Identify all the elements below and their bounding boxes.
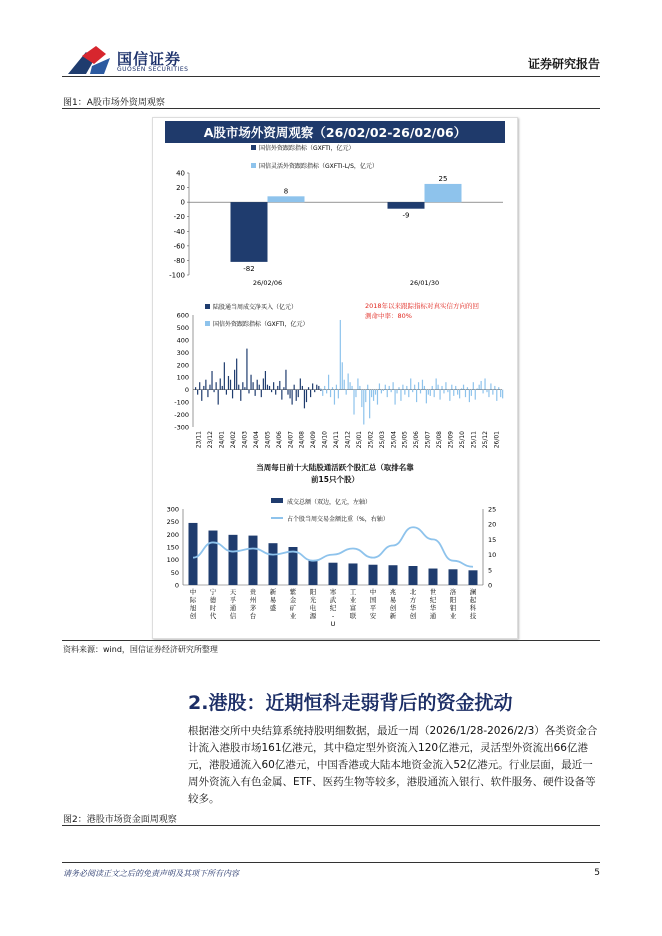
chart2-gxfti-bar [486, 390, 487, 392]
chart1-bar [388, 202, 425, 209]
chart3-left-tick: 300 [166, 505, 179, 514]
chart2-gxfti-bar [328, 375, 329, 390]
chart2-gxfti-bar [373, 390, 374, 401]
chart2-annotation: 2018年以来跟踪指标对真实信方向的回测命中率：80% [365, 302, 480, 320]
chart1-y-tick: -60 [173, 242, 185, 251]
chart2-gxfti-bar [396, 390, 397, 394]
chart2-gxfti-bar [447, 390, 448, 392]
chart2-x-tick: 24/07 [287, 431, 295, 449]
chart2-northbound-bar [318, 386, 319, 390]
chart2-gxfti-bar [338, 390, 339, 399]
chart2-gxfti-bar [438, 385, 439, 390]
chart2-gxfti-bar [400, 390, 401, 401]
chart2-northbound-bar [269, 386, 270, 390]
chart2-y-tick: 600 [176, 311, 189, 320]
chart1-y-tick: -100 [169, 271, 185, 280]
chart2-northbound-bar [252, 382, 253, 389]
chart2-gxfti-bar [398, 387, 399, 389]
chart2-northbound-bar [320, 390, 321, 391]
chart3-bar [209, 531, 218, 585]
chart2-gxfti-bar [404, 390, 405, 395]
chart1-data-label: -82 [243, 264, 255, 273]
footer-disclaimer: 请务必阅读正文之后的免责声明及其项下所有内容 [63, 869, 239, 878]
chart2-northbound-bar [271, 390, 272, 392]
chart2-gxfti-bar [369, 390, 370, 419]
chart2-gxfti-bar [418, 382, 419, 389]
brand-name-en: GUOSEN SECURITIES [117, 66, 189, 73]
chart2-northbound-bar [201, 390, 202, 401]
chart2-northbound-bar [218, 390, 219, 405]
chart1-legend-swatch-1 [251, 145, 256, 150]
figure-1-bottom-rule [62, 640, 600, 641]
chart2-x-tick: 24/08 [298, 431, 306, 449]
chart2-x-tick: 24/02 [230, 431, 238, 449]
chart2-gxfti-bar [434, 390, 435, 397]
chart2-northbound-bar [277, 386, 278, 390]
chart2-northbound-bar [209, 385, 210, 390]
chart1-y-tick: 20 [176, 184, 185, 193]
chart2-northbound-bar [263, 378, 264, 389]
chart2-northbound-bar [248, 390, 249, 394]
chart2-gxfti-bar [393, 382, 394, 389]
chart3-x-label: 天孚通信 [229, 588, 237, 620]
chart2-gxfti-bar [469, 390, 470, 402]
chart2-gxfti-bar [334, 390, 335, 405]
chart1-bar [425, 184, 462, 202]
chart2-x-tick: 26/01 [493, 431, 501, 449]
chart2-x-tick: 25/11 [470, 431, 478, 449]
chart2-legend-2: 国信外资跟踪指标（GXFTI，亿元） [213, 321, 309, 328]
chart2-gxfti-bar [355, 390, 356, 397]
chart2-northbound-bar [250, 375, 251, 390]
chart2-gxfti-bar [385, 385, 386, 390]
chart3-plot [167, 506, 497, 629]
chart2-gxfti-bar [344, 380, 345, 390]
chart2-northbound-bar [224, 362, 225, 389]
chart2-x-tick: 24/12 [344, 431, 352, 449]
chart2-gxfti-bar [494, 386, 495, 390]
chart3-right-tick: 25 [488, 505, 497, 514]
chart1-y-tick: -20 [173, 213, 185, 222]
figure-1-top-rule [62, 108, 600, 109]
chart2-gxfti-bar [436, 378, 437, 389]
figure-1 [152, 117, 518, 639]
chart2-northbound-bar [216, 382, 217, 389]
chart2-northbound-bar [289, 390, 290, 399]
guosen-logo-icon [66, 46, 112, 76]
chart2-gxfti-bar [455, 386, 456, 390]
chart3-x-label: 宁德时代 [209, 588, 217, 620]
chart2-northbound-bar [273, 382, 274, 389]
chart3-bar [189, 523, 198, 585]
chart2-gxfti-bar [482, 390, 483, 394]
chart3-right-tick: 15 [488, 535, 497, 544]
chart2-x-tick: 23/12 [207, 431, 215, 449]
chart2-northbound-bar [244, 387, 245, 389]
chart2-gxfti-bar [416, 390, 417, 402]
chart2-gxfti-bar [457, 390, 458, 395]
chart2-northbound-bar [314, 390, 315, 392]
chart2-northbound-bar [283, 387, 284, 389]
chart2-northbound-bar [302, 386, 303, 390]
chart3-title: 当周每日前十大陆股通活跃个股汇总（取排名靠前15只个股） [256, 463, 414, 484]
chart2-northbound-bar [294, 385, 295, 390]
chart3-left-tick: 0 [174, 581, 179, 590]
chart2-gxfti-bar [371, 390, 372, 397]
chart2-northbound-bar [257, 380, 258, 390]
chart2-plot [174, 312, 503, 449]
chart2-y-tick: 0 [184, 386, 189, 395]
chart2-gxfti-bar [353, 390, 354, 415]
chart2-gxfti-bar [502, 390, 503, 399]
chart2-gxfti-bar [387, 390, 388, 397]
chart2-legend-1: 陆股通当周成交净买入（亿元） [213, 304, 298, 311]
chart3-bar [309, 560, 318, 585]
chart2-x-tick: 23/11 [195, 431, 203, 449]
chart2-gxfti-bar [484, 378, 485, 389]
chart3-right-tick: 20 [488, 520, 497, 529]
chart3-bar [349, 563, 358, 585]
chart2-gxfti-bar [481, 381, 482, 390]
chart2-northbound-bar [207, 390, 208, 397]
chart2-gxfti-bar [432, 386, 433, 390]
chart3-left-tick: 100 [166, 556, 179, 565]
chart2-northbound-bar [213, 390, 214, 392]
chart2-northbound-bar [312, 383, 313, 389]
chart2-x-tick: 25/01 [355, 431, 363, 449]
chart3-x-label: 中国平安 [369, 588, 377, 620]
chart2-northbound-bar [267, 385, 268, 390]
chart2-gxfti-bar [363, 390, 364, 425]
chart3-bar [389, 565, 398, 585]
figure-1-svg [153, 118, 517, 638]
chart1-legend-swatch-2 [251, 163, 256, 168]
chart2-northbound-bar [211, 371, 212, 390]
chart2-gxfti-bar [488, 390, 489, 397]
chart2-y-tick: 200 [176, 361, 189, 370]
chart2-gxfti-bar [449, 390, 450, 401]
chart2-gxfti-bar [381, 390, 382, 394]
chart2-gxfti-bar [428, 390, 429, 395]
chart2-northbound-bar [222, 386, 223, 390]
chart3-bar [249, 536, 258, 585]
chart1-legend-2: 国信灵活外资跟踪指标（GXFTI-L/S，亿元） [259, 163, 378, 170]
chart2-gxfti-bar [342, 362, 343, 389]
chart1-x-label: 26/02/06 [252, 279, 283, 287]
chart2-northbound-bar [195, 387, 196, 389]
chart2-x-tick: 24/06 [275, 431, 283, 449]
chart2-x-tick: 25/06 [413, 431, 421, 449]
chart2-northbound-bar [238, 385, 239, 390]
chart1-bar [231, 202, 268, 262]
chart1-y-tick: -80 [173, 256, 185, 265]
chart2-y-tick: -100 [174, 398, 189, 407]
chart2-gxfti-bar [422, 380, 423, 390]
chart2-northbound-bar [261, 390, 262, 397]
section-paragraph: 根据港交所中央结算系统持股明细数据，最近一周（2026/1/28-2026/2/3）各类资金合计流入港股市场161亿港元，其中稳定型外资流入120亿港元，灵活型外资流出66亿港元，港股通流入60亿港元，中国香港或大陆本地资金流入52亿港元。行业层面，最近一周外资流入有色金属、ETF、医药生物等较多，港股通流入银行、软件服务、硬件设备等较多。 [188, 725, 598, 805]
chart2-gxfti-bar [324, 386, 325, 390]
chart2-gxfti-bar [359, 386, 360, 390]
chart3-x-label: 新易盛 [269, 588, 277, 612]
chart2-x-tick: 25/05 [401, 431, 409, 449]
chart2-legend-swatch-2 [205, 321, 210, 326]
chart2-northbound-bar [234, 370, 235, 390]
chart1-data-label: 8 [283, 187, 289, 196]
chart2-gxfti-bar [394, 390, 395, 405]
chart2-northbound-bar [203, 386, 204, 390]
chart2-gxfti-bar [340, 320, 341, 390]
chart2-x-tick: 25/12 [481, 431, 489, 449]
chart2-x-tick: 24/03 [241, 431, 249, 449]
chart2-gxfti-bar [402, 385, 403, 390]
chart3-left-tick: 150 [166, 543, 179, 552]
chart2-x-tick: 24/04 [252, 431, 260, 449]
chart2-x-tick: 24/05 [264, 431, 272, 449]
chart3-x-label: 寒武纪-U [329, 588, 337, 628]
chart3-bar [449, 569, 458, 585]
report-type: 证券研究报告 [527, 57, 600, 71]
chart2-northbound-bar [220, 378, 221, 389]
chart2-y-tick: -300 [174, 423, 189, 432]
chart2-northbound-bar [265, 371, 266, 390]
chart3-left-tick: 250 [166, 518, 179, 527]
chart2-gxfti-bar [367, 385, 368, 390]
chart2-annotation-box [365, 301, 481, 325]
chart2-northbound-bar [281, 390, 282, 400]
chart2-x-tick: 24/01 [218, 431, 226, 449]
chart2-gxfti-bar [377, 390, 378, 405]
chart2-northbound-bar [205, 380, 206, 390]
chart2-northbound-bar [287, 390, 288, 395]
chart1-data-label: -9 [402, 211, 410, 220]
chart2-gxfti-bar [350, 382, 351, 389]
chart3-title-box [255, 462, 415, 490]
chart2-northbound-bar [236, 359, 237, 390]
chart2-x-tick: 25/08 [436, 431, 444, 449]
chart2-gxfti-bar [467, 387, 468, 389]
chart2-gxfti-bar [332, 387, 333, 389]
chart2-gxfti-bar [445, 382, 446, 389]
chart2-gxfti-bar [383, 390, 384, 391]
chart3-right-tick: 0 [488, 581, 493, 590]
chart2-gxfti-bar [473, 382, 474, 389]
chart2-gxfti-bar [346, 390, 347, 395]
chart1-y-tick: 0 [180, 198, 185, 207]
chart2-gxfti-bar [465, 390, 466, 397]
chart2-gxfti-bar [326, 390, 327, 394]
chart2-gxfti-bar [463, 385, 464, 390]
header-divider [62, 76, 600, 77]
chart2-gxfti-bar [430, 390, 431, 396]
chart3-legend-1: 成交总额（双边，亿元，左轴） [287, 499, 372, 506]
chart2-northbound-bar [316, 385, 317, 390]
section-title: 2.港股：近期恒科走弱背后的资金扰动 [188, 692, 513, 714]
chart3-x-label: 紫金矿业 [289, 588, 297, 620]
chart2-northbound-bar [228, 376, 229, 390]
chart3-x-label: 北方华创 [409, 588, 417, 620]
chart2-northbound-bar [310, 390, 311, 397]
chart3-x-label: 阳光电源 [309, 588, 317, 620]
chart2-gxfti-bar [439, 390, 440, 400]
chart2-northbound-bar [226, 390, 227, 395]
chart3-bar [409, 566, 418, 585]
figure-2-caption: 图2：港股市场资金面周观察 [63, 815, 177, 825]
chart2-gxfti-bar [336, 385, 337, 390]
chart1-y-tick: -40 [173, 227, 185, 236]
chart2-gxfti-bar [453, 390, 454, 396]
chart1-plot [169, 170, 503, 288]
chart2-gxfti-bar [330, 390, 331, 397]
chart2-gxfti-bar [410, 378, 411, 389]
chart2-gxfti-bar [424, 386, 425, 390]
page-number: 5 [594, 868, 600, 878]
chart3-right-tick: 5 [488, 566, 493, 575]
chart2-gxfti-bar [361, 390, 362, 407]
chart2-northbound-bar [197, 390, 198, 395]
chart3-legend-2: 占个股当周交易金额比重（%，右轴） [287, 516, 389, 523]
chart2-x-tick: 25/10 [458, 431, 466, 449]
chart2-gxfti-bar [420, 390, 421, 394]
chart2-northbound-bar [240, 390, 241, 401]
chart2-northbound-bar [242, 382, 243, 389]
brand-name: 国信证券 [117, 50, 182, 68]
chart3-bar [229, 535, 238, 585]
chart2-x-tick: 25/04 [390, 431, 398, 449]
chart1-y-tick: 40 [176, 169, 185, 178]
chart2-gxfti-bar [320, 388, 321, 389]
chart2-gxfti-bar [490, 383, 491, 389]
chart2-y-tick: 300 [176, 348, 189, 357]
chart2-gxfti-bar [414, 385, 415, 390]
chart3-x-label: 贵州茅台 [249, 588, 257, 620]
chart2-gxfti-bar [471, 390, 472, 396]
chart2-northbound-bar [275, 390, 276, 395]
chart1-title: A股市场外资周观察（26/02/02-26/02/06） [203, 125, 467, 140]
chart2-gxfti-bar [322, 390, 323, 396]
figure-1-source: 资料来源：wind，国信证券经济研究所整理 [63, 645, 218, 654]
chart2-northbound-bar [246, 349, 247, 390]
chart1-bar [268, 196, 305, 202]
chart2-gxfti-bar [498, 387, 499, 389]
chart3-x-label: 洛阳钼业 [449, 588, 457, 620]
chart2-northbound-bar [285, 370, 286, 390]
chart2-x-tick: 25/02 [367, 431, 375, 449]
chart2-northbound-bar [279, 381, 280, 390]
chart2-gxfti-bar [379, 383, 380, 389]
chart3-x-label: 中际旭创 [189, 588, 197, 620]
chart3-bar [469, 570, 478, 585]
chart2-gxfti-bar [441, 386, 442, 390]
chart2-gxfti-bar [412, 390, 413, 392]
chart2-gxfti-bar [479, 385, 480, 390]
chart2-northbound-bar [199, 382, 200, 389]
chart2-gxfti-bar [451, 385, 452, 390]
chart2-y-tick: 400 [176, 336, 189, 345]
chart2-gxfti-bar [496, 390, 497, 401]
chart2-gxfti-bar [477, 388, 478, 389]
chart2-gxfti-bar [492, 390, 493, 395]
figure-2-top-rule [62, 825, 600, 826]
chart2-gxfti-bar [475, 390, 476, 400]
chart3-bar [369, 565, 378, 585]
chart2-x-tick: 24/10 [321, 431, 329, 449]
chart3-legend-swatch-1 [271, 498, 283, 503]
chart3-left-tick: 200 [166, 530, 179, 539]
chart3-x-label: 世纪华通 [429, 588, 437, 620]
chart3-x-label: 澜起科技 [469, 588, 477, 620]
chart2-northbound-bar [230, 380, 231, 390]
chart2-gxfti-bar [365, 390, 366, 402]
chart3-right-tick: 10 [488, 551, 497, 560]
chart1-data-label: 25 [438, 174, 448, 183]
chart2-x-tick: 24/11 [333, 431, 341, 449]
chart2-northbound-bar [296, 390, 297, 401]
chart2-northbound-bar [308, 387, 309, 389]
chart2-gxfti-bar [357, 378, 358, 389]
chart3-left-tick: 50 [170, 568, 179, 577]
chart2-gxfti-bar [500, 390, 501, 397]
chart2-gxfti-bar [408, 390, 409, 397]
chart2-northbound-bar [292, 390, 293, 405]
chart1-legend-1: 国信外资跟踪指标（GXFTI，亿元） [259, 145, 355, 152]
chart2-legend-swatch-1 [205, 304, 210, 309]
chart2-gxfti-bar [389, 386, 390, 390]
chart2-gxfti-bar [406, 386, 407, 390]
chart2-gxfti-bar [351, 386, 352, 390]
chart2-x-tick: 24/09 [310, 431, 318, 449]
footer-divider [62, 862, 600, 863]
chart3-x-label: 工业富联 [349, 588, 357, 620]
chart2-gxfti-bar [426, 390, 427, 404]
chart3-bar [429, 569, 438, 585]
chart3-bar [269, 543, 278, 585]
chart2-x-tick: 25/09 [447, 431, 455, 449]
chart2-y-tick: 100 [176, 373, 189, 382]
chart3-x-label: 兆易创新 [389, 588, 397, 620]
chart2-x-tick: 25/07 [424, 431, 432, 449]
chart1-x-label: 26/01/30 [409, 279, 440, 287]
chart2-northbound-bar [255, 390, 256, 396]
chart2-y-tick: 500 [176, 323, 189, 332]
chart2-x-tick: 25/03 [378, 431, 386, 449]
chart2-gxfti-bar [459, 390, 460, 399]
chart2-gxfti-bar [443, 390, 444, 394]
chart2-northbound-bar [232, 390, 233, 399]
chart2-gxfti-bar [375, 390, 376, 395]
chart2-y-tick: -200 [174, 411, 189, 420]
chart2-northbound-bar [298, 390, 299, 397]
chart2-northbound-bar [306, 390, 307, 402]
figure-1-caption: 图1：A股市场外资周观察 [63, 98, 165, 108]
chart2-gxfti-bar [461, 388, 462, 389]
chart2-gxfti-bar [348, 373, 349, 389]
chart3-bar [329, 563, 338, 585]
chart2-northbound-bar [259, 385, 260, 390]
chart2-gxfti-bar [391, 390, 392, 392]
chart2-northbound-bar [304, 390, 305, 409]
chart2-northbound-bar [300, 378, 301, 389]
